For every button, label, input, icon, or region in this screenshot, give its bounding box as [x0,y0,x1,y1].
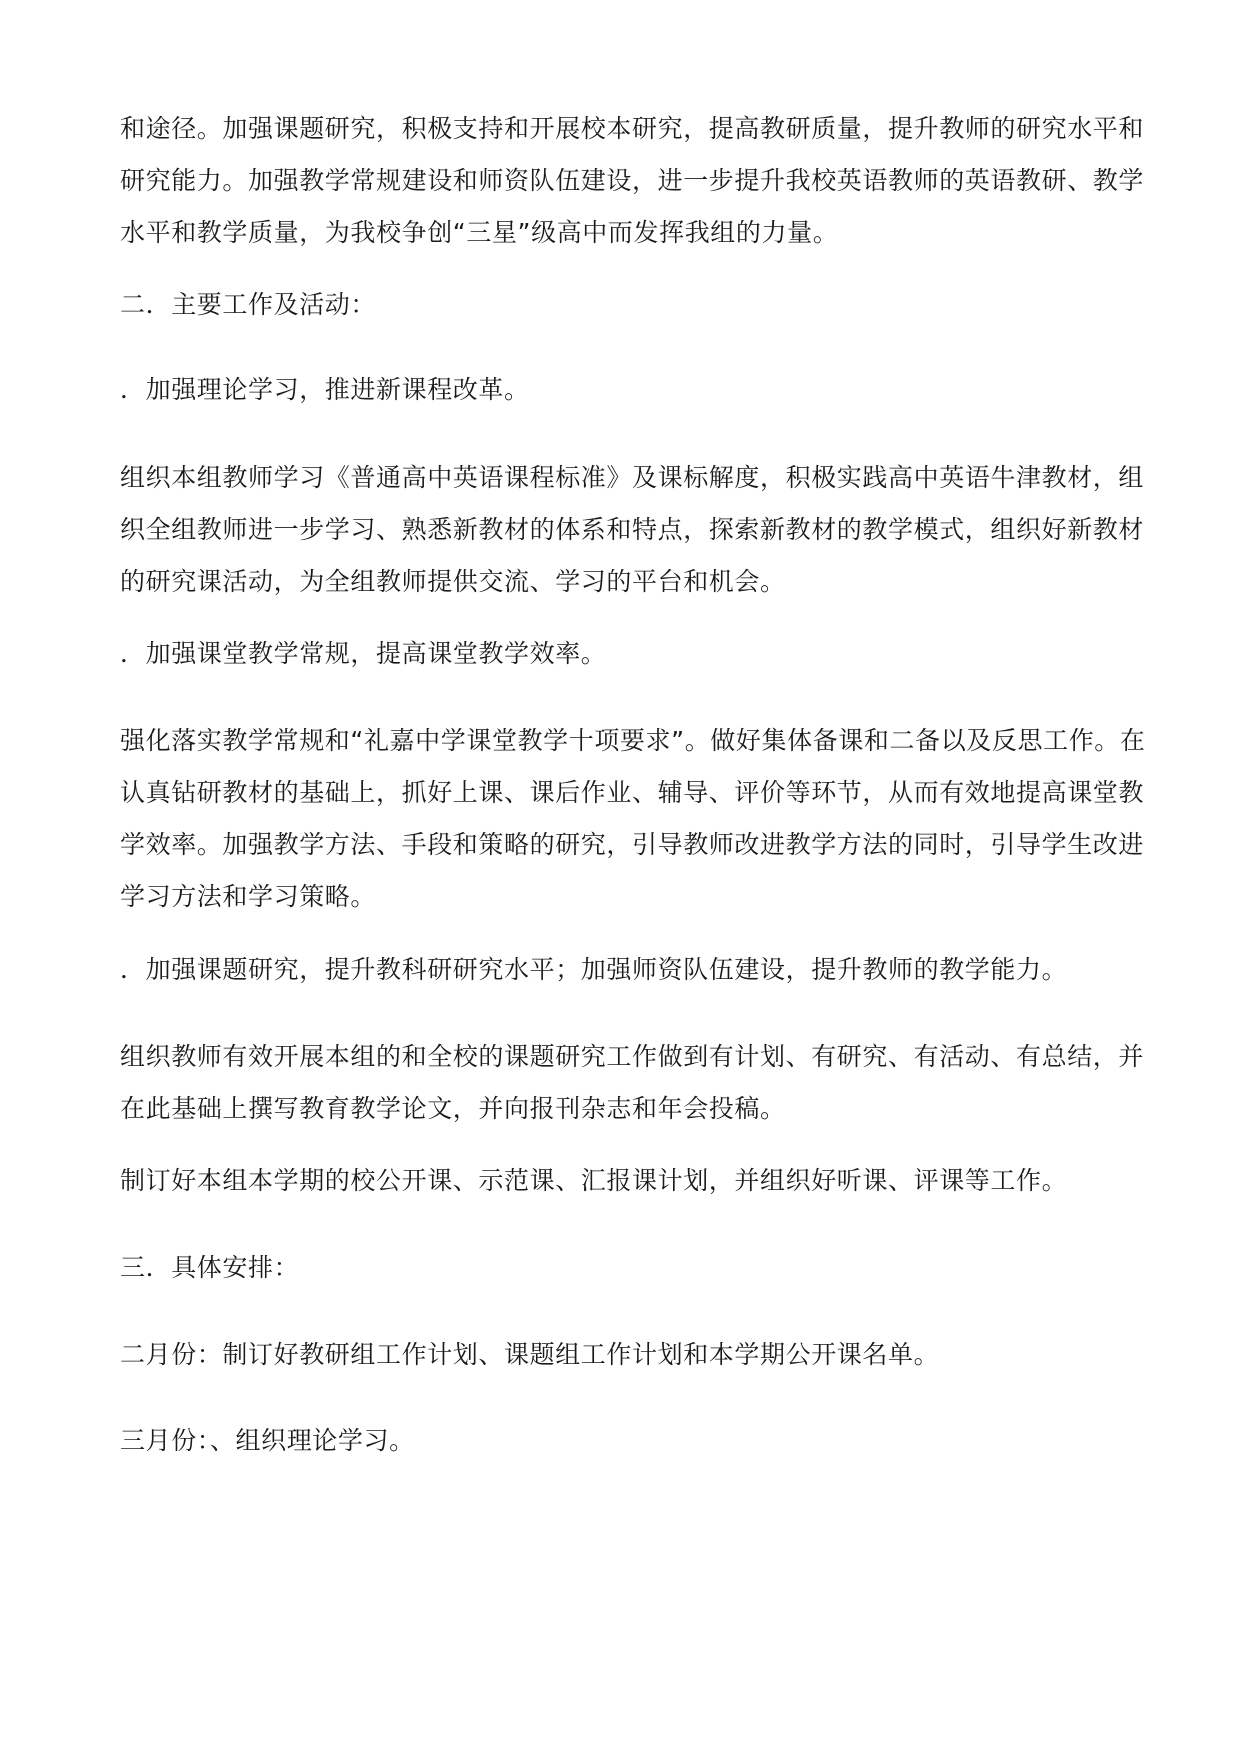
text-line: 研究能力。加强教学常规建设和师资队伍建设，进一步提升我校英语教师的英语教研、教学 [120,166,1145,195]
text-line: 水平和教学质量，为我校争创“三星”级高中而发挥我组的力量。 [120,218,839,247]
text-line: 学效率。加强教学方法、手段和策略的研究，引导教师改进教学方法的同时，引导学生改进 [120,830,1145,859]
text-line: 学习方法和学习策略。 [120,882,377,911]
text-line: 制订好本组本学期的校公开课、示范课、汇报课计划，并组织好听课、评课等工作。 [120,1166,1068,1195]
item-theory-study [120,364,1126,416]
text-line: ．加强课堂教学常规，提高课堂教学效率。 [120,639,607,668]
text-line: 的研究课活动，为全组教师提供交流、学习的平台和机会。 [120,567,786,596]
paragraph-theory-study [120,452,1145,608]
paragraph-goals-continued [120,103,1145,259]
text-line: 二．主要工作及活动： [120,290,377,319]
text-line: 二月份：制订好教研组工作计划、课题组工作计划和本学期公开课名单。 [120,1340,940,1369]
paragraph-open-class-plan [120,1155,1126,1207]
text-line: 三．具体安排： [120,1253,300,1282]
item-classroom-routine [120,628,1126,680]
text-line: ．加强理论学习，推进新课程改革。 [120,375,530,404]
schedule-march [120,1415,1126,1467]
text-line: 认真钻研教材的基础上，抓好上课、课后作业、辅导、评价等环节，从而有效地提高课堂教 [120,778,1145,807]
schedule-february [120,1329,1126,1381]
text-line: 在此基础上撰写教育教学论文，并向报刊杂志和年会投稿。 [120,1094,786,1123]
text-line: 和途径。加强课题研究，积极支持和开展校本研究，提高教研质量，提升教师的研究水平和 [120,114,1145,143]
paragraph-classroom-routine [120,715,1146,923]
heading-schedule [120,1242,1126,1294]
paragraph-research-work [120,1031,1145,1135]
text-line: 三月份：、组织理论学习。 [120,1426,415,1455]
heading-main-work [120,279,1126,331]
text-line: ．加强课题研究，提升教科研研究水平；加强师资队伍建设，提升教师的教学能力。 [120,955,1068,984]
text-line: 强化落实教学常规和“礼嘉中学课堂教学十项要求”。做好集体备课和二备以及反思工作。在 [120,726,1146,755]
text-line: 织全组教师进一步学习、熟悉新教材的体系和特点，探索新教材的教学模式，组织好新教材 [120,515,1145,544]
item-research-and-staff [120,944,1126,996]
text-line: 组织教师有效开展本组的和全校的课题研究工作做到有计划、有研究、有活动、有总结，并 [120,1042,1145,1071]
text-line: 组织本组教师学习《普通高中英语课程标准》及课标解度，积极实践高中英语牛津教材，组 [120,463,1145,492]
